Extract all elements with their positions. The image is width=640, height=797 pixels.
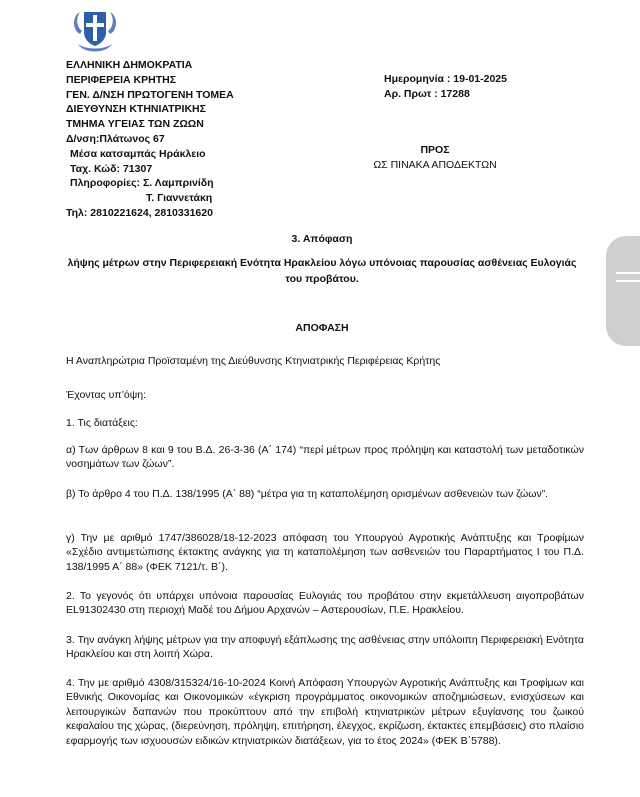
paragraph-c: γ) Την με αριθμό 1747/386028/18-12-2023 απόφαση του Υπουργού Αγροτικής Ανάπτυξης και Τροφίμων «Σχέδιο αντιμετώπισης έκτακτης ανάγκης για τη καταπολέμηση των ασθενειών του Παραρτήματος Ι του Π.Δ. 138/1995 Α΄ 88» (ΦΕΚ 7121/τ. Β΄). bbox=[66, 532, 584, 573]
paragraph-a: α) Των άρθρων 8 και 9 του Β.Δ. 26-3-36 (Α΄ 174) “περί μέτρων προς πρόληψη και καταστολή των μεταδοτικών νοσημάτων των ζώων”. bbox=[66, 444, 584, 471]
recipients-label: ΠΡΟΣ bbox=[420, 144, 450, 156]
decision-heading: ΑΠΟΦΑΣΗ bbox=[295, 322, 349, 334]
decision-subject: λήψης μέτρων στην Περιφερειακή Ενότητα Ηρακλείου λόγω υπόνοιας παρουσίας ασθένειας Ευλογιάς του προβάτου. bbox=[67, 257, 577, 285]
sender-header bbox=[66, 58, 366, 221]
header-line-area: Μέσα κατσαμπάς Ηράκλειο bbox=[70, 147, 206, 160]
header-line-info-contact-2: Τ. Γιαννετάκη bbox=[146, 192, 213, 205]
header-line-address: Δ/νση:Πλάτωνος 67 bbox=[66, 132, 165, 145]
recipients-value: ΩΣ ΠΙΝΑΚΑ ΑΠΟΔΕΚΤΩΝ bbox=[373, 159, 497, 171]
header-line-phone: Τηλ: 2810221624, 2810331620 bbox=[66, 206, 213, 219]
header-line-republic: ΕΛΛΗΝΙΚΗ ΔΗΜΟΚΡΑΤΙΑ bbox=[66, 59, 193, 71]
paragraph-4: 4. Την με αριθμό 4308/315324/16-10-2024 Κοινή Απόφαση Υπουργών Αγροτικής Ανάπτυξης και Τροφίμων και Εθνικής Οικονομίας και Οικονομικών «έγκριση προγράμματος οικονομικών αποζημιώσεων, ενισχύσεων και λειτουργικών δαπανών που προκύπτουν από την επιβολή κτηνιατρικών μέτρων εξυγίανσης του ζωικού κεφαλαίου της χώρας, (διερεύνηση, πρόληψη, επιτήρηση, έλεγχος, εκρίζωση, έκτακτες επεμβάσεις) στο πλαίσιο εφαρμογής των ισχυουσών ειδικών κτηνιατρικών διατάξεων, για το έτος 2024» (ΦΕΚ Β΄5788). bbox=[66, 677, 584, 747]
document-date: Ημερομηνία : 19-01-2025 bbox=[384, 73, 507, 85]
paragraph-3: 3. Την ανάγκη λήψης μέτρων για την αποφυγή εξάπλωσης της ασθένειας στην υπόλοιπη Περιφερειακή Ενότητα Ηρακλείου και στη λοιπή Χώρα. bbox=[66, 634, 584, 661]
paragraph-b: β) Το άρθρο 4 του Π.Δ. 138/1995 (Α΄ 88) “μέτρα για τη καταπολέμηση ορισμένων ασθενειών των ζώων”. bbox=[66, 488, 549, 500]
scroll-handle-icon[interactable] bbox=[606, 236, 640, 346]
greek-coat-of-arms-icon bbox=[66, 4, 124, 56]
scroll-handle-line bbox=[616, 272, 640, 274]
header-line-department: ΤΜΗΜΑ ΥΓΕΙΑΣ ΤΩΝ ΖΩΩΝ bbox=[66, 118, 204, 131]
provisions-line: 1. Τις διατάξεις: bbox=[66, 417, 138, 429]
decision-number: 3. Απόφαση bbox=[291, 233, 353, 245]
considering-line: Έχοντας υπ’όψη: bbox=[66, 389, 147, 401]
header-line-region: ΠΕΡΙΦΕΡΕΙΑ ΚΡΗΤΗΣ bbox=[66, 73, 177, 86]
header-line-info-contact: Πληροφορίες: Σ. Λαμπρινίδη bbox=[70, 177, 214, 190]
document-meta bbox=[384, 72, 507, 102]
header-line-directorate: ΔΙΕΥΘΥΝΣΗ ΚΤΗΝΙΑΤΡΙΚΗΣ bbox=[66, 103, 206, 116]
protocol-number: Αρ. Πρωτ : 17288 bbox=[384, 88, 470, 100]
authority-line: Η Αναπληρώτρια Προϊσταμένη της Διεύθυνσης Κτηνιατρικής Περιφέρειας Κρήτης bbox=[66, 355, 441, 367]
scroll-handle-line bbox=[616, 280, 640, 282]
header-line-postal-code: Ταχ. Κώδ: 71307 bbox=[70, 162, 153, 175]
paragraph-2: 2. Το γεγονός ότι υπάρχει υπόνοια παρουσίας Ευλογιάς του προβάτου στην εκμετάλλευση αιγοπροβάτων EL91302430 στη περιοχή Μαδέ του Δήμου Αρχανών – Αστερουσίων, Π.Ε. Ηρακλείου. bbox=[66, 590, 584, 617]
header-line-general-directorate: ΓΕΝ. Δ/ΝΣΗ ΠΡΩΤΟΓΕΝΗ ΤΟΜΕΑ bbox=[66, 88, 234, 101]
recipients-block bbox=[360, 143, 510, 173]
